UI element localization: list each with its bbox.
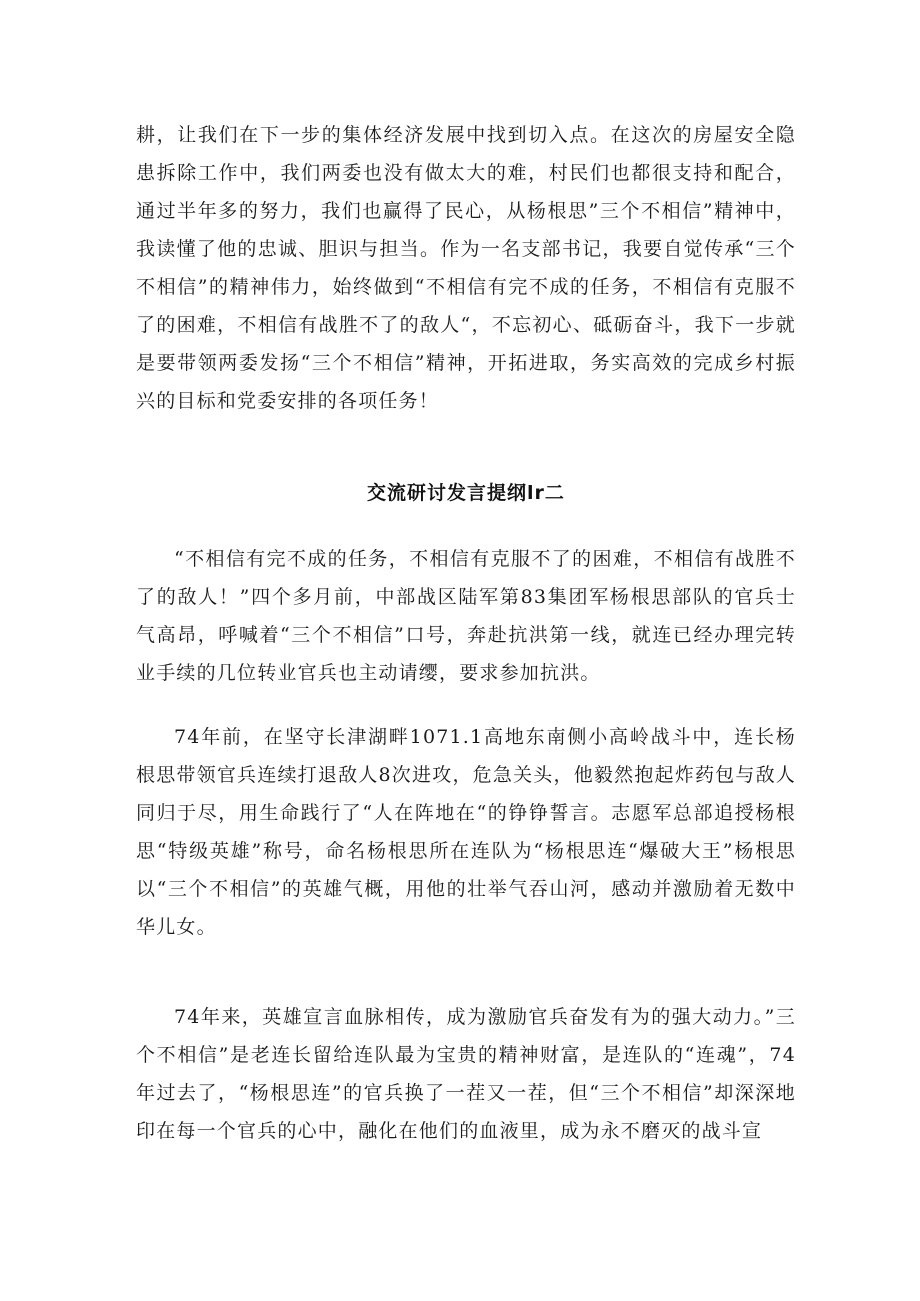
paragraph-4: 74年来，英雄宣言血脉相传，成为激励官兵奋发有为的强大动力。”三个不相信”是老连长留给连队最为宝贵的精神财富，是连队的“连魂”，74年过去了，“杨根思连”的官兵换了一茬又一茬，但“三个不相信”却深深地印在每一个官兵的心中，融化在他们的血液里，成为永不磨灭的战斗宣 (136, 1006, 796, 1142)
section-heading: 交流研讨发言提纲lr二 (367, 482, 565, 504)
paragraph-2-block (136, 540, 796, 692)
paragraph-3-block (136, 718, 796, 946)
paragraph-2: “不相信有完不成的任务，不相信有克服不了的困难，不相信有战胜不了的敌人！”四个多月前，中部战区陆军第83集团军杨根思部队的官兵士气高昂，呼喊着“三个不相信”口号，奔赴抗洪第一线，就连已经办理完转业手续的几位转业官兵也主动请缨，要求参加抗洪。 (136, 548, 796, 684)
paragraph-3: 74年前，在坚守长津湖畔1071.1高地东南侧小高岭战斗中，连长杨根思带领官兵连续打退敌人8次进攻，危急关头，他毅然抱起炸药包与敌人同归于尽，用生命践行了“人在阵地在“的铮铮誓言。志愿军总部追授杨根思“特级英雄”称号，命名杨根思所在连队为“杨根思连“爆破大王”杨根思以“三个不相信”的英雄气概，用他的壮举气吞山河，感动并激励着无数中华儿女。 (136, 726, 796, 938)
paragraph-1: 耕，让我们在下一步的集体经济发展中找到切入点。在这次的房屋安全隐患拆除工作中，我们两委也没有做太大的难，村民们也都很支持和配合，通过半年多的努力，我们也赢得了民心，从杨根思”三个不相信”精神中，我读懂了他的忠诚、胆识与担当。作为一名支部书记，我要自觉传承“三个不相信”的精神伟力，始终做到“不相信有完不成的任务，不相信有克服不了的困难，不相信有战胜不了的敌人“，不忘初心、砥砺奋斗，我下一步就是要带领两委发扬“三个不相信”精神，开拓进取，务实高效的完成乡村振兴的目标和党委安排的各项任务！ (136, 124, 796, 412)
paragraph-1-block (136, 116, 796, 420)
paragraph-4-block (136, 998, 796, 1150)
